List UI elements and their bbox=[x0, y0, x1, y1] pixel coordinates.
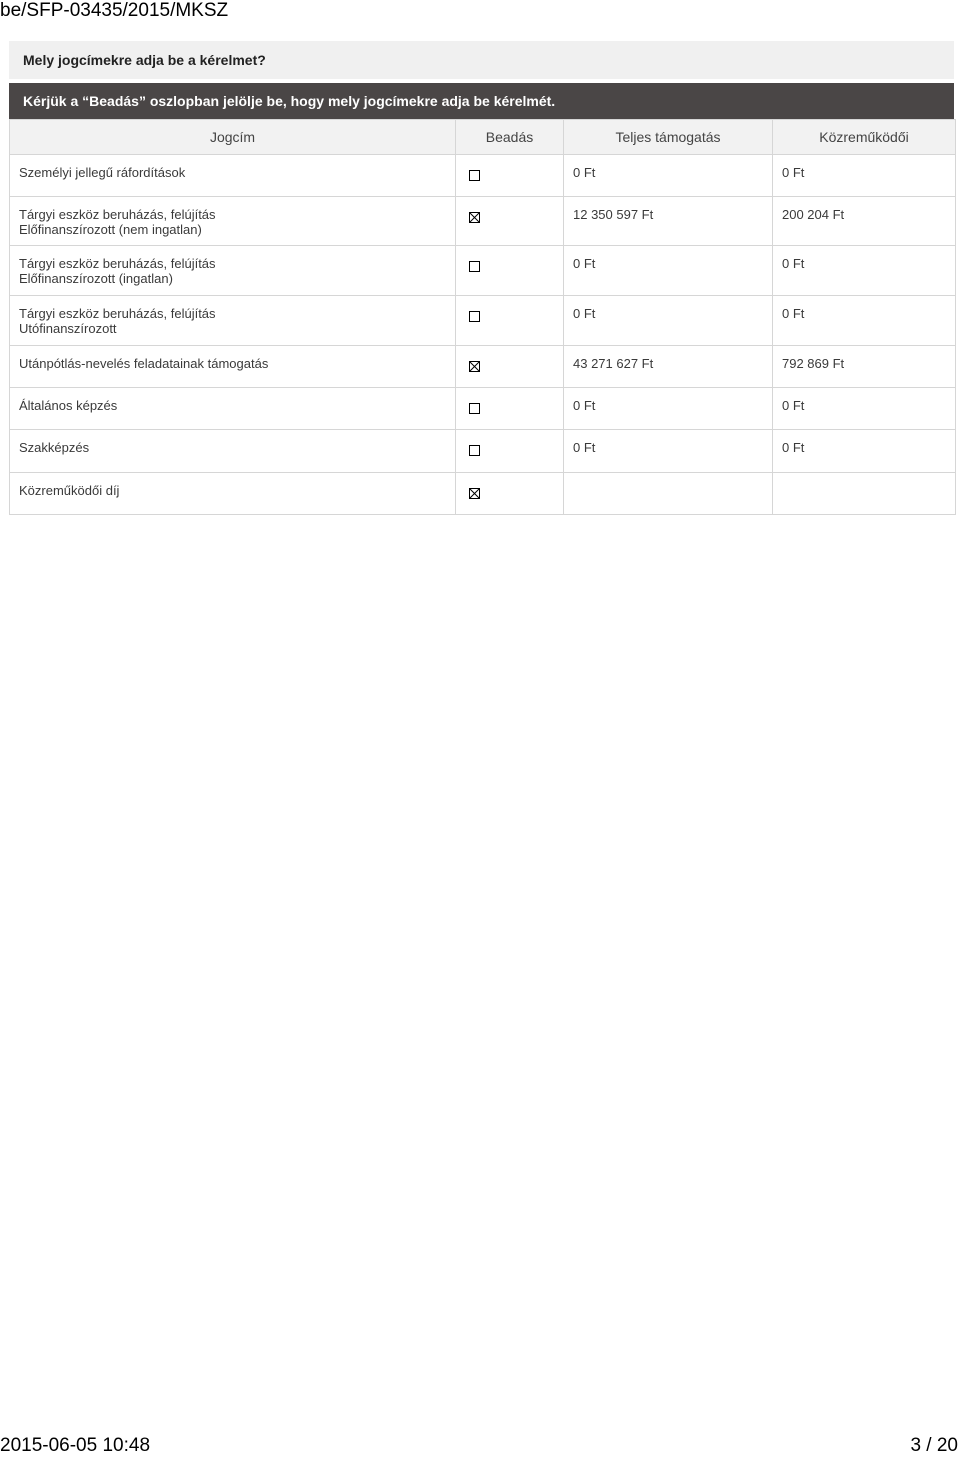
submit-checkbox-cell bbox=[456, 346, 564, 388]
unchecked-checkbox[interactable] bbox=[469, 311, 480, 322]
cross-mark-icon bbox=[469, 212, 480, 223]
claim-title-cell bbox=[10, 296, 456, 346]
submit-checkbox-cell bbox=[456, 388, 564, 430]
column-header-jogcim: Jogcím bbox=[10, 120, 456, 155]
claim-title-cell bbox=[10, 246, 456, 296]
total-support-cell: 0 Ft bbox=[564, 430, 773, 473]
total-support-cell: 0 Ft bbox=[564, 296, 773, 346]
submit-checkbox-cell bbox=[456, 473, 564, 515]
intermediary-cell: 0 Ft bbox=[773, 388, 956, 430]
claim-title-cell bbox=[10, 346, 456, 388]
cross-mark-icon bbox=[469, 361, 480, 372]
document-id: be/SFP-03435/2015/MKSZ bbox=[0, 0, 229, 21]
total-support-cell bbox=[564, 473, 773, 515]
intermediary-cell: 0 Ft bbox=[773, 155, 956, 197]
claim-title: Tárgyi eszköz beruházás, felújítás bbox=[19, 207, 216, 222]
table-row bbox=[10, 388, 956, 430]
claim-subtitle: Előfinanszírozott (nem ingatlan) bbox=[19, 222, 202, 237]
submit-checkbox-cell bbox=[456, 155, 564, 197]
claim-title: Szakképzés bbox=[19, 440, 90, 455]
table-row bbox=[10, 430, 956, 473]
question-heading: Mely jogcímekre adja be a kérelmet? bbox=[9, 41, 954, 79]
intermediary-cell: 0 Ft bbox=[773, 430, 956, 473]
claim-title-cell bbox=[10, 388, 456, 430]
claim-title-cell bbox=[10, 473, 456, 515]
claim-title: Közreműködői díj bbox=[19, 483, 120, 498]
table-row bbox=[10, 296, 956, 346]
instruction-banner: Kérjük a “Beadás” oszlopban jelölje be, hogy mely jogcímekre adja be kérelmét. bbox=[9, 83, 954, 119]
claim-title: Személyi jellegű ráfordítások bbox=[19, 165, 186, 180]
total-support-cell: 43 271 627 Ft bbox=[564, 346, 773, 388]
unchecked-checkbox[interactable] bbox=[469, 445, 480, 456]
table-row bbox=[10, 473, 956, 515]
intermediary-cell: 792 869 Ft bbox=[773, 346, 956, 388]
claim-title-cell bbox=[10, 197, 456, 246]
claim-title: Utánpótlás-nevelés feladatainak támogatás bbox=[19, 356, 269, 371]
column-header-kozremukodoi: Közreműködői bbox=[773, 120, 956, 155]
table-row bbox=[10, 246, 956, 296]
total-support-cell: 0 Ft bbox=[564, 246, 773, 296]
claim-title: Tárgyi eszköz beruházás, felújítás bbox=[19, 306, 216, 321]
unchecked-checkbox[interactable] bbox=[469, 261, 480, 272]
intermediary-cell bbox=[773, 473, 956, 515]
intermediary-cell: 200 204 Ft bbox=[773, 197, 956, 246]
claims-table-body bbox=[10, 155, 956, 515]
submit-checkbox-cell bbox=[456, 430, 564, 473]
checked-checkbox[interactable] bbox=[469, 488, 480, 499]
submit-checkbox-cell bbox=[456, 246, 564, 296]
claims-table bbox=[9, 119, 956, 515]
intermediary-cell: 0 Ft bbox=[773, 246, 956, 296]
unchecked-checkbox[interactable] bbox=[469, 403, 480, 414]
total-support-cell: 0 Ft bbox=[564, 388, 773, 430]
footer-date: 2015-06-05 10:48 bbox=[0, 1435, 151, 1456]
table-row bbox=[10, 155, 956, 197]
column-header-beadas: Beadás bbox=[456, 120, 564, 155]
claim-title: Általános képzés bbox=[19, 398, 118, 413]
submit-checkbox-cell bbox=[456, 197, 564, 246]
footer-page-number: 3 / 20 bbox=[910, 1435, 958, 1456]
claim-subtitle: Előfinanszírozott (ingatlan) bbox=[19, 271, 173, 286]
claim-title-cell bbox=[10, 155, 456, 197]
total-support-cell: 0 Ft bbox=[564, 155, 773, 197]
cross-mark-icon bbox=[469, 488, 480, 499]
claims-table-header bbox=[10, 120, 956, 155]
total-support-cell: 12 350 597 Ft bbox=[564, 197, 773, 246]
checked-checkbox[interactable] bbox=[469, 361, 480, 372]
claim-title-cell bbox=[10, 430, 456, 473]
claim-subtitle: Utófinanszírozott bbox=[19, 321, 117, 336]
claim-title: Tárgyi eszköz beruházás, felújítás bbox=[19, 256, 216, 271]
checked-checkbox[interactable] bbox=[469, 212, 480, 223]
unchecked-checkbox[interactable] bbox=[469, 170, 480, 181]
column-header-teljes-tamogatas: Teljes támogatás bbox=[564, 120, 773, 155]
table-row bbox=[10, 346, 956, 388]
submit-checkbox-cell bbox=[456, 296, 564, 346]
table-row bbox=[10, 197, 956, 246]
intermediary-cell: 0 Ft bbox=[773, 296, 956, 346]
